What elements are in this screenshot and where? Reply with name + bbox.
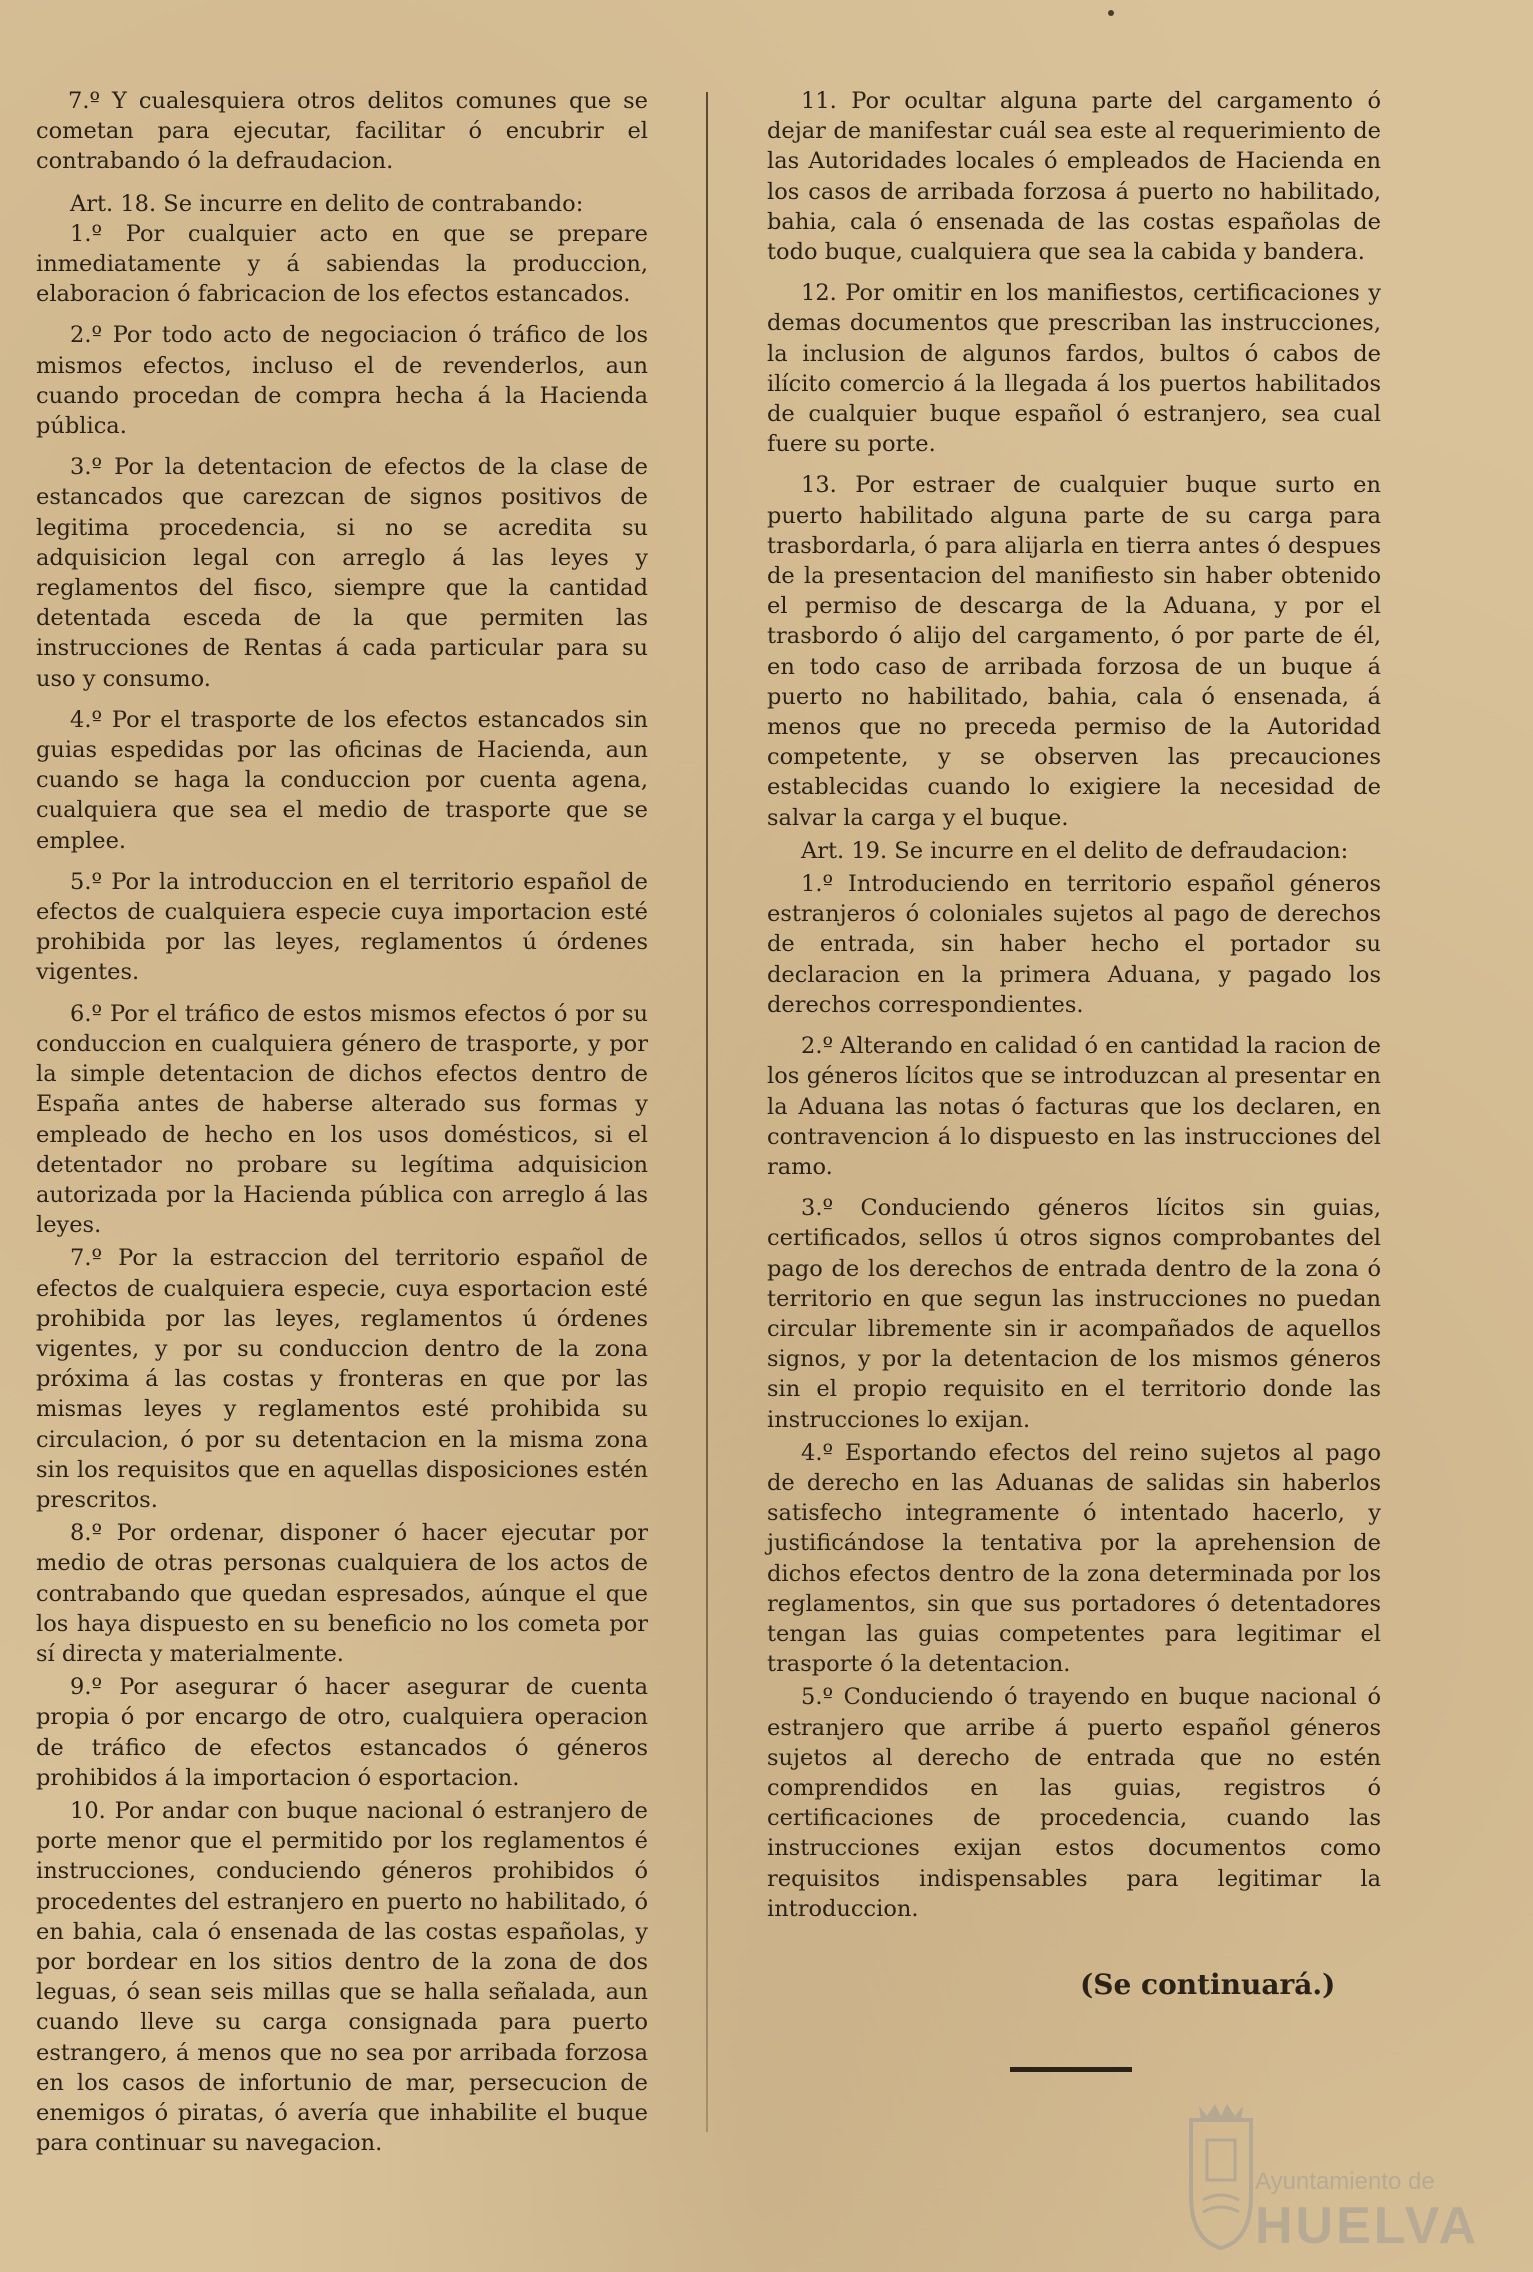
continuation-note: (Se continuará.) (1080, 1968, 1336, 2001)
article-18-item-13: 13. Por estraer de cualquier buque surto en puerto habilitado alguna parte de su carga para trasbordarla, ó para alijarla en tierra antes ó despues de la presentacion del manifiesto sin haber obtenido el permiso de descarga de la Aduana, y por el trasbordo ó alijo del cargamento, ó por parte de él, en todo caso de arribada forzosa de un buque á puerto no habilitado, bahia, cala ó ensenada, á menos que no preceda permiso de la Autoridad competente, y se observen las precauciones establecidas cuando lo exigiere la necesidad de salvar la carga y el buque. (767, 472, 1381, 831)
article-18-item-8: 8.º Por ordenar, disponer ó hacer ejecutar por medio de otras personas cualquiera de los actos de contrabando que quedan espresados, aúnque el que los haya dispuesto en su beneficio no los cometa por sí directa y materialmente. (36, 1520, 648, 1667)
paragraph-7: 7.º Y cualesquiera otros delitos comunes que se cometan para ejecutar, facilitar ó encubrir el contrabando ó la defraudacion. (36, 88, 648, 175)
article-19-item-2: 2.º Alterando en calidad ó en cantidad la racion de los géneros lícitos que se introduzcan al presentar en la Aduana las notas ó facturas que los declaren, en contravencion á lo dispuesto en las instrucciones del ramo. (767, 1033, 1381, 1180)
article-18-item-3: 3.º Por la detentacion de efectos de la clase de estancados que carezcan de signos positivos de legitima procedencia, si no se acredita su adquisicion legal con arreglo á las leyes y reglamentos del fisco, siempre que la cantidad detentada esceda de la que permiten las instrucciones de Rentas á cada particular para su uso y consumo. (36, 454, 648, 692)
right-column (767, 86, 1381, 1935)
article-18-item-12: 12. Por omitir en los manifiestos, certificaciones y demas documentos que prescriban las instrucciones, la inclusion de algunos fardos, bultos ó cabos de ilícito comercio á la llegada á los puertos habilitados de cualquier buque español ó estranjero, sea cual fuere su porte. (767, 280, 1381, 458)
article-18-item-7: 7.º Por la estraccion del territorio español de efectos de cualquiera especie, cuya esportacion esté prohibida por las leyes, reglamentos ú órdenes vigentes, y por su conduccion dentro de la zona próxima á las costas y fronteras en que por las mismas leyes y reglamentos esté prohibida su circulacion, ó por su detentacion en la misma zona sin los requisitos que en aquellas disposiciones estén prescritos. (36, 1245, 648, 1513)
article-18-item-1: 1.º Por cualquier acto en que se prepare inmediatamente y á sabiendas la produccion, elaboracion ó fabricacion de los efectos estancados. (36, 220, 648, 308)
ink-speck (1108, 10, 1114, 16)
article-18-heading: Art. 18. Se incurre en delito de contrabando: (70, 190, 584, 217)
article-19-heading: Art. 19. Se incurre en el delito de defraudacion: (801, 837, 1349, 864)
article-18-item-5: 5.º Por la introduccion en el territorio español de efectos de cualquiera especie cuya importacion esté prohibida por las leyes, reglamentos ú órdenes vigentes. (36, 868, 648, 986)
article-18-item-6: 6.º Por el tráfico de estos mismos efectos ó por su conduccion en cualquiera género de trasporte, y por la simple detentacion de dichos efectos dentro de España antes de haberse alterado sus formas y empleado de hecho en los usos domésticos, si el detentador no probare su legítima adquisicion autorizada por la Hacienda pública con arreglo á las leyes. (36, 1000, 648, 1239)
coat-of-arms-icon (1185, 2100, 1257, 2250)
column-divider (706, 92, 708, 2132)
article-19-item-5: 5.º Conduciendo ó trayendo en buque nacional ó estranjero que arribe á puerto español géneros sujetos al derecho de entrada que no estén comprendidos en las guias, registros ó certificaciones de procedencia, cuando las instrucciones exijan estos documentos como requisitos indispensables para legitimar la introduccion. (767, 1684, 1381, 1922)
end-rule (1010, 2067, 1132, 2072)
left-column (36, 86, 648, 2161)
article-19-item-3: 3.º Conduciendo géneros lícitos sin guias, certificados, sellos ú otros signos comprobantes del pago de los derechos de entrada dentro de la zona ó territorio en que segun las instrucciones no puedan circular libremente sin ir acompañados de aquellos signos, y por la detentacion de los mismos géneros sin el propio requisito en el territorio donde las instrucciones lo exijan. (767, 1195, 1381, 1433)
watermark-line1: Ayuntamiento de (1255, 2168, 1435, 2195)
watermark-line2: HUELVA (1255, 2197, 1480, 2255)
article-19-item-4: 4.º Esportando efectos del reino sujetos al pago de derecho en las Aduanas de salidas sin haberlos satisfecho integramente ó intentado hacerlo, y justificándose la tentativa por la aprehension de dichos efectos dentro de la zona determinada por los reglamentos, sin que sus portadores ó detentadores tengan las guias competentes para legitimar el trasporte ó la detentacion. (767, 1439, 1381, 1678)
archive-watermark (1185, 2100, 1480, 2260)
article-18-item-10: 10. Por andar con buque nacional ó estranjero de porte menor que el permitido por los reglamentos é instrucciones, conduciendo géneros prohibidos ó procedentes del estranjero en puerto no habilitado, ó en bahia, cala ó ensenada de las costas españolas, y por bordear en los sitios dentro de la zona de dos leguas, ó sean seis millas que se halla señalada, aun cuando lleve su carga consignada para puerto estrangero, á menos que no sea por arribada forzosa en los casos de infortunio de mar, persecucion de enemigos ó piratas, ó avería que inhabilite el buque para continuar su navegacion. (36, 1797, 648, 2157)
article-18-item-9: 9.º Por asegurar ó hacer asegurar de cuenta propia ó por encargo de otro, cualquiera operacion de tráfico de efectos estancados ó géneros prohibidos á la importacion ó esportacion. (36, 1674, 648, 1791)
article-19-item-1: 1.º Introduciendo en territorio español géneros estranjeros ó coloniales sujetos al pago de derechos de entrada, sin haber hecho el portador su declaracion en la primera Aduana, y pagado los derechos correspondientes. (767, 871, 1381, 1018)
article-18-item-4: 4.º Por el trasporte de los efectos estancados sin guias espedidas por las oficinas de Hacienda, aun cuando se haga la conduccion por cuenta agena, cualquiera que sea el medio de trasporte que se emplee. (36, 706, 648, 854)
article-18-item-2: 2.º Por todo acto de negociacion ó tráfico de los mismos efectos, incluso el de revenderlos, aun cuando procedan de compra hecha á la Hacienda pública. (36, 322, 648, 440)
article-18-item-11: 11. Por ocultar alguna parte del cargamento ó dejar de manifestar cuál sea este al requerimiento de las Autoridades locales ó empleados de Hacienda en los casos de arribada forzosa á puerto no habilitado, bahia, cala ó ensenada de las costas españolas de todo buque, cualquiera que sea la cabida y bandera. (767, 88, 1381, 266)
